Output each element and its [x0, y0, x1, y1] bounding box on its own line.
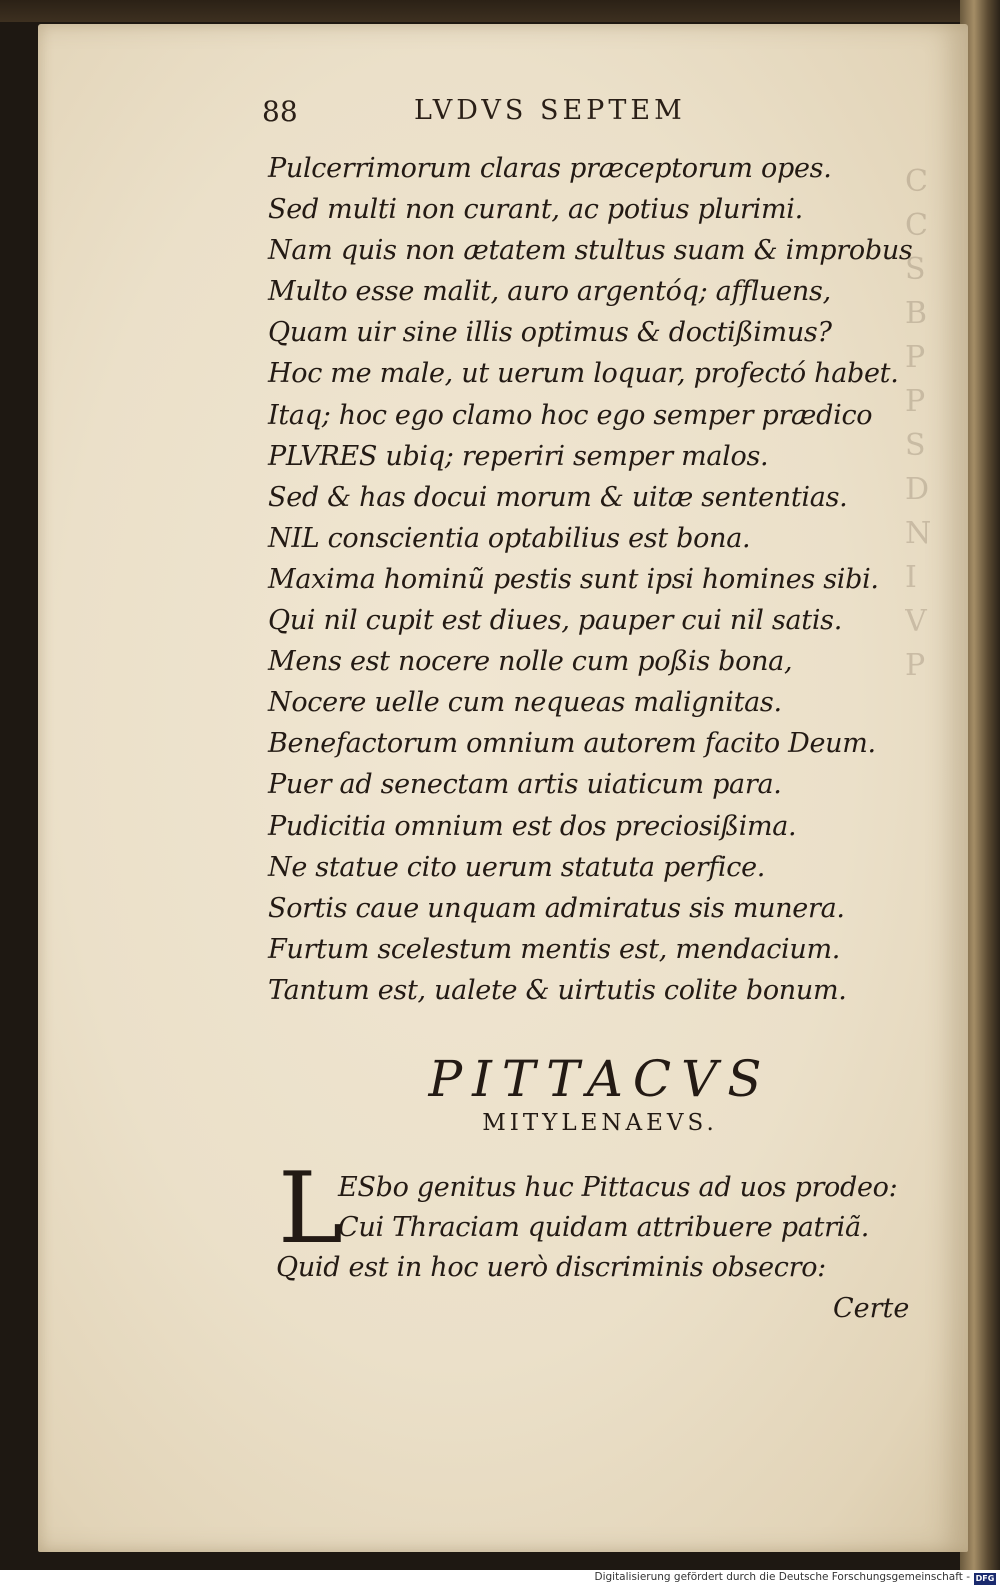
section-title: PITTACVS	[428, 1050, 772, 1108]
page-header	[262, 95, 782, 135]
verse-line: Benefactorum omnium autorem facito Deum.	[268, 728, 876, 760]
verse-line: PLVRES ubiq; reperiri semper malos.	[268, 440, 769, 472]
verse-line: Sed multi non curant, ac potius plurimi.	[268, 194, 803, 226]
verse-line: Nam quis non ætatem stultus suam & improbus	[268, 235, 913, 267]
drop-cap: L	[278, 1152, 344, 1266]
verse-block	[268, 148, 928, 1011]
verse-line: Furtum scelestum mentis est, mendacium.	[268, 933, 841, 965]
verse-line: Maxima hominũ pestis sunt ipsi homines sibi.	[268, 563, 879, 595]
verse-line: Puer ad senectam artis uiaticum para.	[268, 769, 782, 801]
verse-line: Pudicitia omnium est dos preciosißima.	[268, 810, 797, 842]
scan-top-edge	[0, 0, 1000, 22]
verse-line: Ne statue cito uerum statuta perfice.	[268, 851, 766, 883]
verse-line: Quam uir sine illis optimus & doctißimus?	[268, 317, 832, 349]
verse-line: Mens est nocere nolle cum poßis bona,	[268, 646, 793, 678]
verse-line: Pulcerrimorum claras præceptorum opes.	[268, 153, 832, 184]
page-number: 88	[262, 95, 298, 128]
funding-credit: Digitalisierung gefördert durch die Deutsche Forschungsgemeinschaft -	[594, 1571, 970, 1583]
verse-line: Sed & has docui morum & uitæ sententias.	[268, 481, 848, 513]
verse-line: Tantum est, ualete & uirtutis colite bonum.	[268, 974, 847, 1006]
verse-line: Multo esse malit, auro argentóq; affluens,	[268, 276, 831, 308]
verse-line: Hoc me male, ut uerum loquar, profectó habet.	[268, 358, 899, 390]
paragraph-line: ESbo genitus huc Pittacus ad uos prodeo:	[338, 1172, 898, 1203]
running-head: LVDVS SEPTEM	[414, 95, 686, 126]
dfg-logo: DFG	[975, 1574, 995, 1583]
catchword: Certe	[833, 1293, 910, 1324]
verse-line: Qui nil cupit est diues, pauper cui nil satis.	[268, 605, 842, 637]
verse-line: NIL conscientia optabilius est bona.	[268, 522, 751, 554]
show-through-text: C C S B P P S D N I V P	[905, 164, 932, 683]
paragraph-line: Quid est in hoc uerò discriminis obsecro:	[276, 1252, 826, 1283]
verse-line: Itaq; hoc ego clamo hoc ego semper prædico	[268, 399, 873, 431]
verse-line: Sortis caue unquam admiratus sis munera.	[268, 892, 845, 924]
paragraph-line: Cui Thraciam quidam attribuere patriã.	[338, 1212, 870, 1243]
verse-line: Nocere uelle cum nequeas malignitas.	[268, 687, 782, 719]
section-subtitle: MITYLENAEVS.	[482, 1110, 718, 1136]
